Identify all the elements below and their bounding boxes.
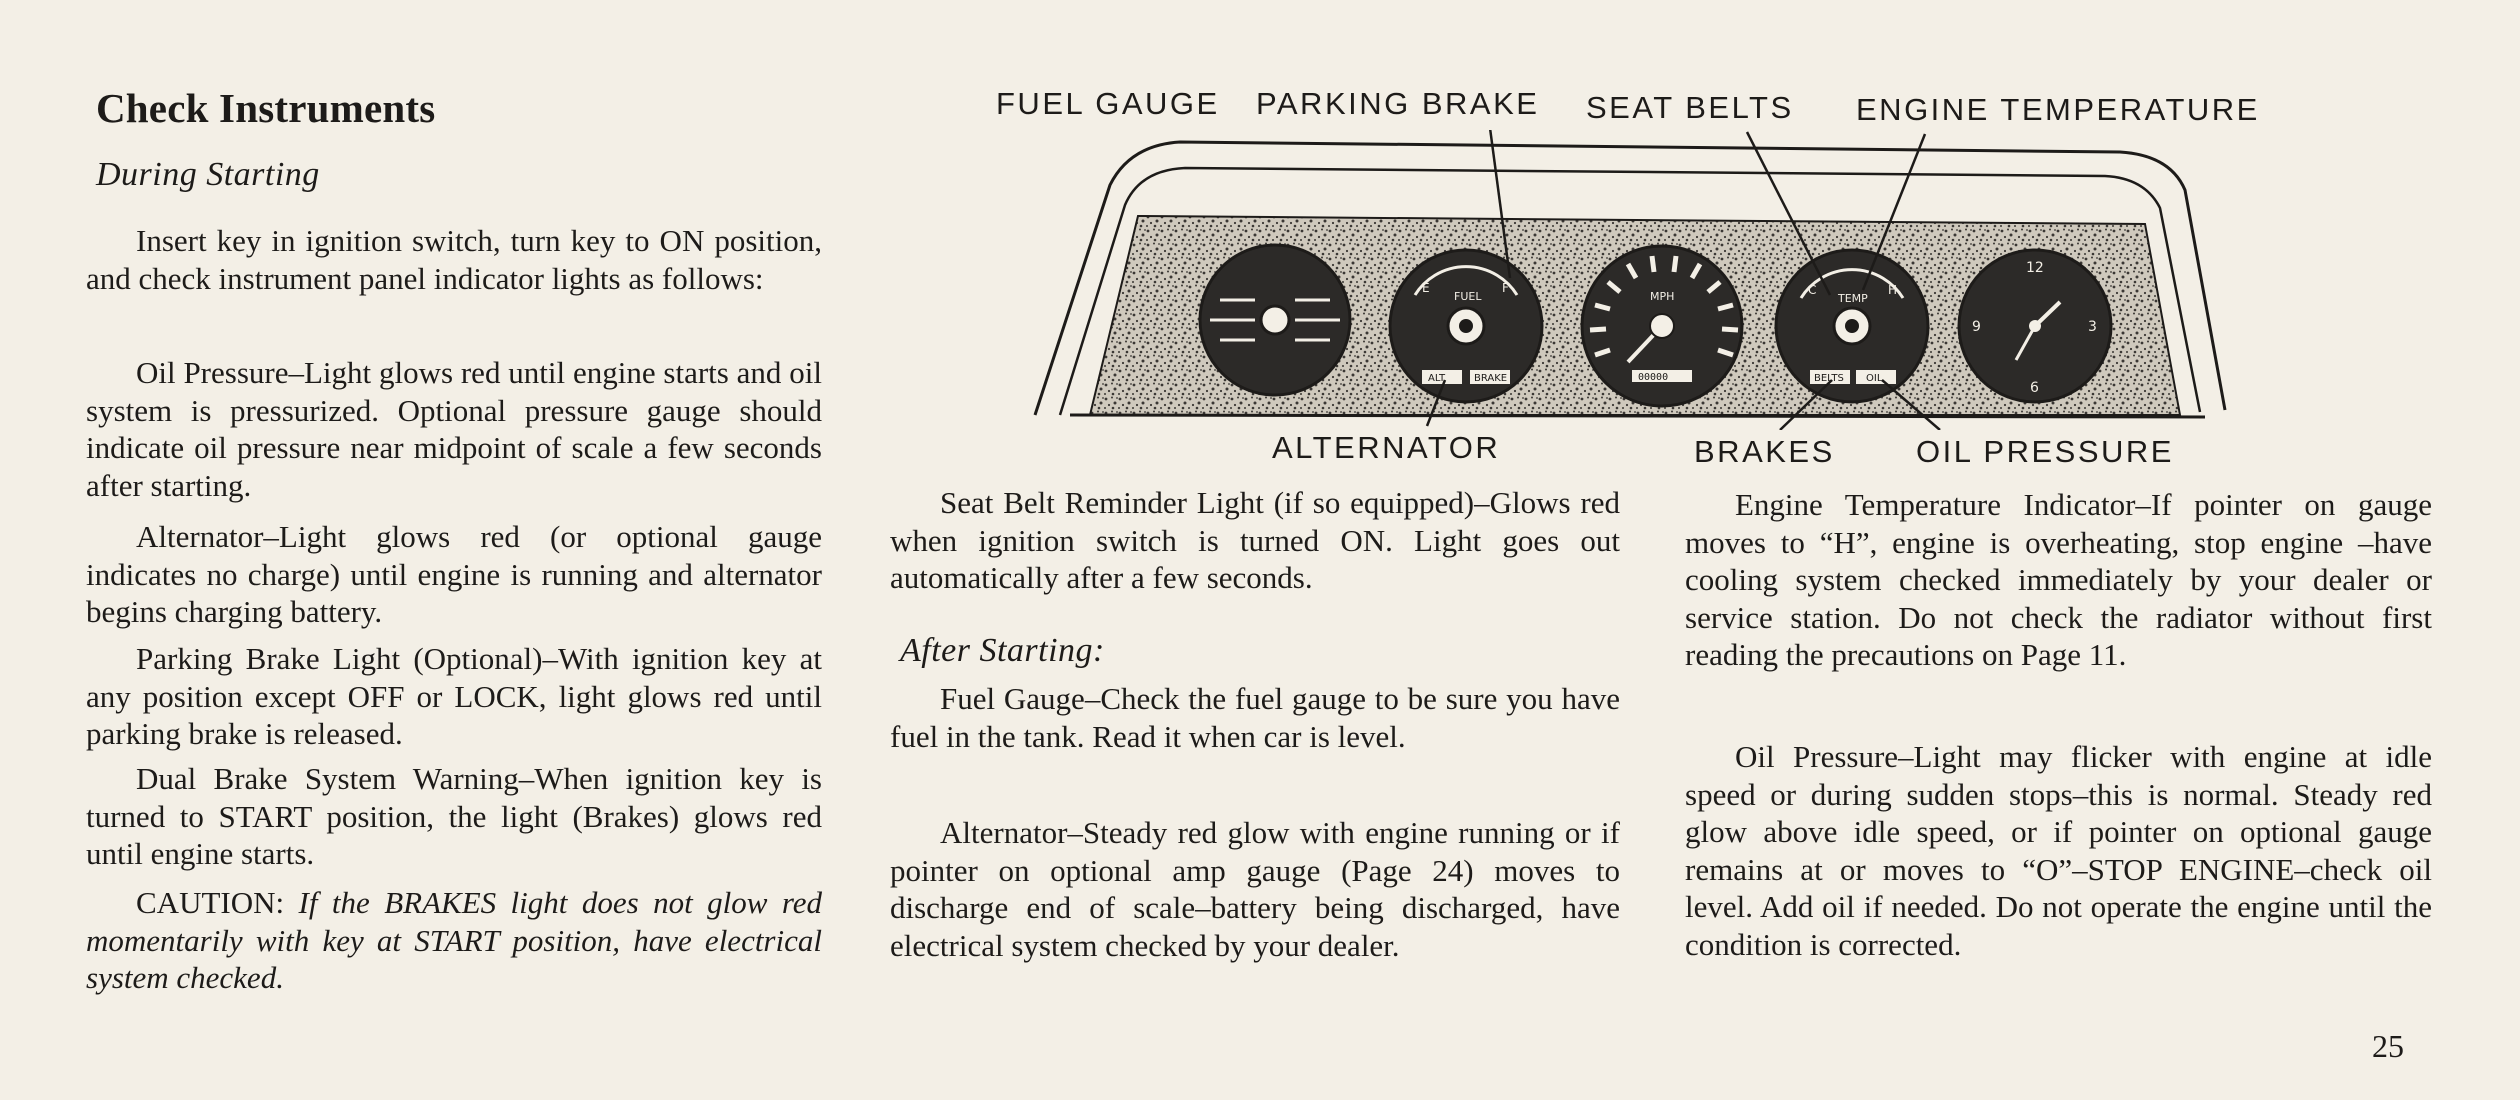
fuel-e-text: E: [1422, 281, 1430, 295]
gauge-temperature: [1776, 250, 1928, 402]
paragraph-seat-belt: Seat Belt Reminder Light (if so equipped)–Glows red when ignition switch is turned ON. Light goes out automatically after a few seconds.: [890, 485, 1620, 595]
gauge-blank: [1200, 245, 1350, 395]
oil-lamp-text: OIL: [1866, 373, 1883, 384]
temp-h-text: H: [1888, 283, 1898, 297]
caution-text: If the BRAKES light does not glow red momentarily with key at START position, have electrical system checked.: [86, 885, 823, 995]
label-brakes: BRAKES: [1694, 434, 1835, 469]
paragraph-alternator: Alternator–Light glows red (or optional gauge indicates no charge) until engine is running and alternator begins charging battery.: [86, 519, 822, 629]
label-engine-temperature: ENGINE TEMPERATURE: [1856, 92, 2260, 127]
section-title: Check Instruments: [96, 85, 436, 131]
clock-12-text: 12: [2026, 260, 2044, 276]
mph-text: MPH: [1650, 290, 1675, 303]
subtitle-after-starting: After Starting:: [900, 632, 1105, 669]
paragraph-caution: [86, 884, 822, 997]
clock-3-text: 3: [2088, 319, 2097, 335]
label-oil-pressure: OIL PRESSURE: [1916, 434, 2174, 469]
alt-lamp-text: ALT: [1428, 373, 1446, 384]
paragraph-dual-brake: Dual Brake System Warning–When ignition key is turned to START position, the light (Brakes) glows red until engine starts.: [86, 761, 822, 871]
paragraph-parking-brake: Parking Brake Light (Optional)–With ignition key at any position except OFF or LOCK, light glows red until parking brake is released.: [86, 641, 822, 751]
odometer-text: 00000: [1638, 372, 1669, 383]
fuel-label-text: FUEL: [1454, 290, 1482, 303]
label-alternator: ALTERNATOR: [1272, 430, 1501, 465]
paragraph-oil-pressure-after: Oil Pressure–Light may flicker with engine at idle speed or during sudden stops–this is normal. Steady red glow above idle speed, or if pointer on optional gauge remains at or moves to “O”–STOP ENGINE–check oil level. Add oil if needed. Do not operate the engine until the condition is corrected.: [1685, 739, 2432, 962]
temp-label-text: TEMP: [1838, 292, 1868, 305]
clock-6-text: 6: [2030, 380, 2039, 396]
label-seat-belts: SEAT BELTS: [1586, 90, 1794, 125]
label-parking-brake: PARKING BRAKE: [1256, 86, 1540, 121]
paragraph-oil-pressure: Oil Pressure–Light glows red until engine starts and oil system is pressurized. Optional pressure gauge should indicate oil pressure near midpoint of scale a few seconds after starting.: [86, 355, 822, 503]
temp-c-text: C: [1808, 283, 1817, 297]
gauge-clock: [1959, 250, 2111, 402]
gauge-speedometer: [1582, 246, 1742, 406]
paragraph-intro: Insert key in ignition switch, turn key to ON position, and check instrument panel indicator lights as follows:: [86, 223, 822, 296]
paragraph-alternator-after: Alternator–Steady red glow with engine running or if pointer on optional amp gauge (Page 24) moves to discharge end of scale–battery being discharged, have electrical system checked by your dealer.: [890, 815, 1620, 963]
label-fuel-gauge: FUEL GAUGE: [996, 86, 1220, 121]
instrument-panel-illustration: [1020, 130, 2260, 430]
paragraph-fuel-gauge: Fuel Gauge–Check the fuel gauge to be sure you have fuel in the tank. Read it when car is level.: [890, 681, 1620, 754]
caution-label: CAUTION:: [136, 885, 285, 920]
paragraph-engine-temperature: Engine Temperature Indicator–If pointer on gauge moves to “H”, engine is overheating, stop engine –have cooling system checked immediately by your dealer or service station. Do not check the radiator without first reading the precautions on Page 11.: [1685, 487, 2432, 672]
brake-lamp-text: BRAKE: [1474, 373, 1508, 384]
subtitle-during-starting: During Starting: [96, 156, 320, 193]
page-number: 25: [2372, 1028, 2404, 1064]
fuel-f-text: F: [1502, 281, 1509, 295]
clock-9-text: 9: [1972, 319, 1981, 335]
belts-lamp-text: BELTS: [1814, 373, 1844, 384]
gauge-fuel: [1390, 250, 1542, 402]
